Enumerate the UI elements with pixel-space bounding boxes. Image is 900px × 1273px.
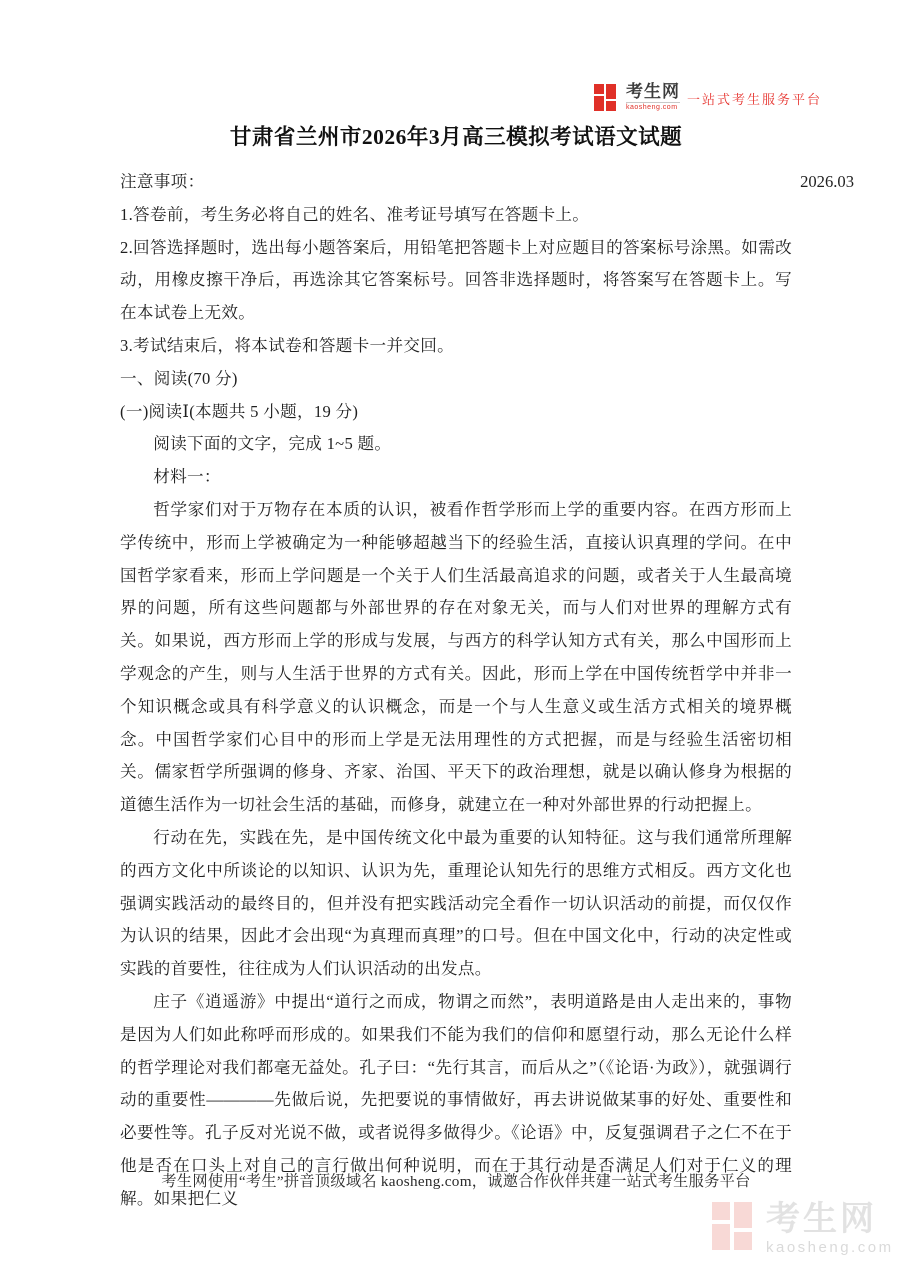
page-footer-text: 考生网使用“考生”拼音顶级域名 kaosheng.com，诚邀合作伙伴共建一站式考生服务平台 xyxy=(161,1173,751,1190)
watermark-logo-icon xyxy=(712,1202,756,1250)
kaosheng-brand-header xyxy=(594,83,822,111)
notice-label: 注意事项： xyxy=(120,172,205,191)
notice-item-2: 2.回答选择题时，选出每小题答案后，用铅笔把答题卡上对应题目的答案标号涂黑。如需改动，用橡皮擦干净后，再选涂其它答案标号。回答非选择题时，将答案写在答题卡上。写在本试卷上无效。 xyxy=(120,237,792,323)
kaosheng-logo-text xyxy=(626,83,680,111)
document-content xyxy=(120,122,854,1216)
watermark-site-domain: kaosheng.com xyxy=(766,1239,894,1256)
material-label: 材料一： xyxy=(153,467,221,487)
logo-tagline: 一站式考生服务平台 xyxy=(687,92,823,107)
watermark-site-name: 考生网 xyxy=(766,1200,877,1238)
notice-item-3: 3.考试结束后，将本试卷和答题卡一并交回。 xyxy=(120,335,455,355)
body-paragraph-1: 哲学家们对于万物存在本质的认识，被看作哲学形而上学的重要内容。在西方形而上学传统中，形而上学被确定为一种能够超越当下的经验生活，直接认识真理的学问。在中国哲学家看来，形而上学问题是一个关于人们生活最高追求的问题，或者关于人生最高境界的问题，所有这些问题都与外部世界的存在对象无关，而与人们对世界的理解方式有关。如果说，西方形而上学的形成与发展，与西方的科学认知方式有关，那么中国形而上学观念的产生，则与人生活于世界的方式有关。因此，形而上学在中国传统哲学中并非一个知识概念或具有科学意义的认识概念，而是一个与人生意义或生活方式相关的境界概念。中国哲学家们心目中的形而上学是无法用理性的方式把握，而是与经验生活密切相关。儒家哲学所强调的修身、齐家、治国、平天下的政治理想，就是以确认修身为根据的道德生活作为一切社会生活的基础，而修身，就建立在一种对外部世界的行动把握上。 xyxy=(120,499,792,815)
logo-site-name: 考生网 xyxy=(626,82,680,101)
reading-instruction: 阅读下面的文字，完成 1~5 题。 xyxy=(153,434,392,454)
document-title: 甘肃省兰州市2026年3月高三模拟考试语文试题 xyxy=(229,125,683,149)
body-paragraph-3: 庄子《逍遥游》中提出“道行之而成，物谓之而然”，表明道路是由人走出来的，事物是因为人们如此称呼而形成的。如果我们不能为我们的信仰和愿望行动，那么无论什么样的哲学理论对我们都毫无益处。孔子曰：“先行其言，而后从之”（《论语·为政》），就强调行动的重要性————先做后说，先把要说的事情做好，再去讲说做某事的好处、重要性和必要性等。孔子反对光说不做，或者说得多做得少。《论语》中，反复强调君子之仁不在于他是否在口头上对自己的言行做出何种说明，而在于其行动是否满足人们对于仁义的理解。如果把仁义 xyxy=(120,991,792,1208)
notice-header-row xyxy=(120,166,854,199)
logo-site-domain: kaosheng.com xyxy=(626,102,680,111)
kaosheng-logo-icon xyxy=(594,84,619,111)
body-paragraph-2: 行动在先，实践在先，是中国传统文化中最为重要的认知特征。这与我们通常所理解的西方文化中所谈论的以知识、认识为先，重理论认知先行的思维方式相反。西方文化也强调实践活动的最终目的，但并没有把实践活动完全看作一切认识活动的前提，而仅仅作为认识的结果，因此才会出现“为真理而真理”的口号。但在中国文化中，行动的决定性或实践的首要性，往往成为人们认识活动的出发点。 xyxy=(120,827,792,979)
exam-date: 2026.03 xyxy=(800,172,854,191)
kaosheng-watermark xyxy=(712,1202,894,1255)
section-heading: 一、阅读(70 分) xyxy=(120,368,238,388)
subsection-heading: (一)阅读Ⅰ(本题共 5 小题，19 分) xyxy=(120,401,359,421)
watermark-text xyxy=(766,1202,894,1255)
notice-item-1: 1.答卷前，考生务必将自己的姓名、准考证号填写在答题卡上。 xyxy=(120,204,590,224)
